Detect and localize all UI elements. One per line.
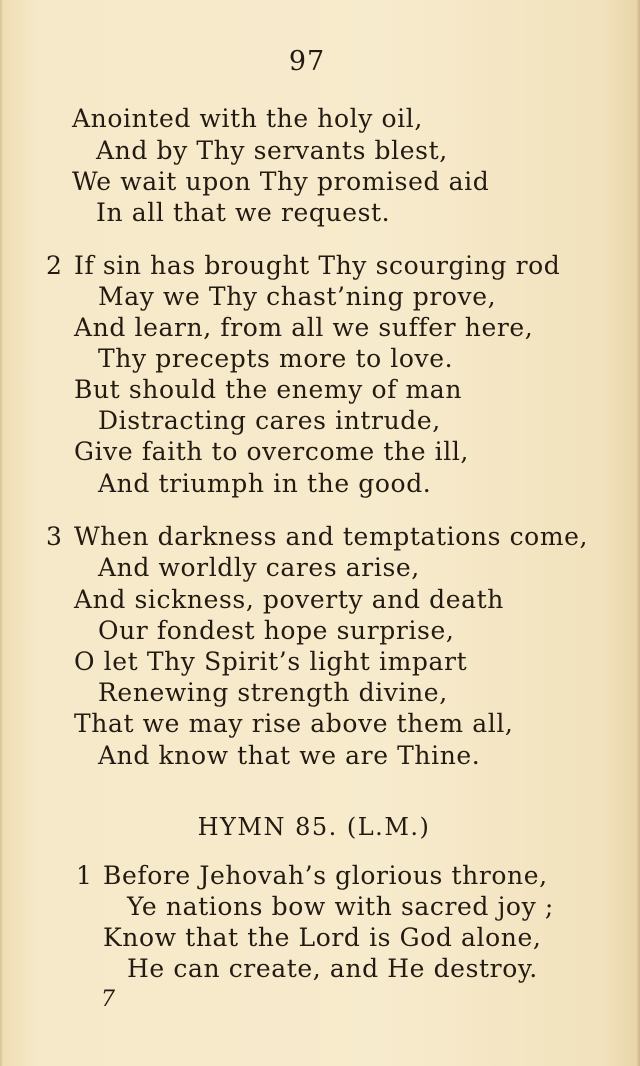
- page-left-edge: [0, 0, 3, 1066]
- verse-line: We wait upon Thy promised aid: [72, 167, 490, 196]
- verse-line: Thy precepts more to love.: [98, 344, 454, 373]
- verse-number: 1: [76, 861, 92, 890]
- verse-line: Anointed with the holy oil,: [72, 104, 423, 133]
- verse-line: In all that we request.: [96, 198, 391, 227]
- verse-line: If sin has brought Thy scourging rod: [74, 251, 561, 280]
- verse-line: And learn, from all we suffer here,: [74, 313, 534, 342]
- verse-line: But should the enemy of man: [74, 375, 463, 404]
- page-number: 97: [288, 46, 326, 77]
- verse-line: He can create, and He destroy.: [127, 954, 538, 983]
- verse-line: And know that we are Thine.: [98, 741, 481, 770]
- verse-line: Renewing strength divine,: [98, 678, 448, 707]
- verse-line: And by Thy servants blest,: [96, 136, 448, 165]
- verse-number: 3: [46, 522, 62, 551]
- signature-mark: 7: [101, 987, 115, 1012]
- verse-line: Distracting cares intrude,: [98, 406, 441, 435]
- verse-line: Give faith to overcome the ill,: [74, 437, 469, 466]
- verse-line: Our fondest hope surprise,: [98, 616, 455, 645]
- verse-number: 2: [46, 251, 62, 280]
- verse-line: Know that the Lord is God alone,: [103, 923, 542, 952]
- verse-line: May we Thy chast’ning prove,: [98, 282, 497, 311]
- verse-line: Ye nations bow with sacred joy ;: [127, 892, 554, 921]
- verse-line: O let Thy Spirit’s light impart: [74, 647, 468, 676]
- hymn-title: HYMN 85. (L.M.): [197, 813, 431, 841]
- verse-line: Before Jehovah’s glorious throne,: [103, 861, 548, 890]
- verse-line: And sickness, poverty and death: [74, 585, 504, 614]
- verse-line: That we may rise above them all,: [74, 709, 514, 738]
- verse-line: When darkness and temptations come,: [74, 522, 589, 551]
- verse-line: And worldly cares arise,: [98, 553, 420, 582]
- page-right-edge: [636, 0, 640, 1066]
- verse-line: And triumph in the good.: [98, 469, 432, 498]
